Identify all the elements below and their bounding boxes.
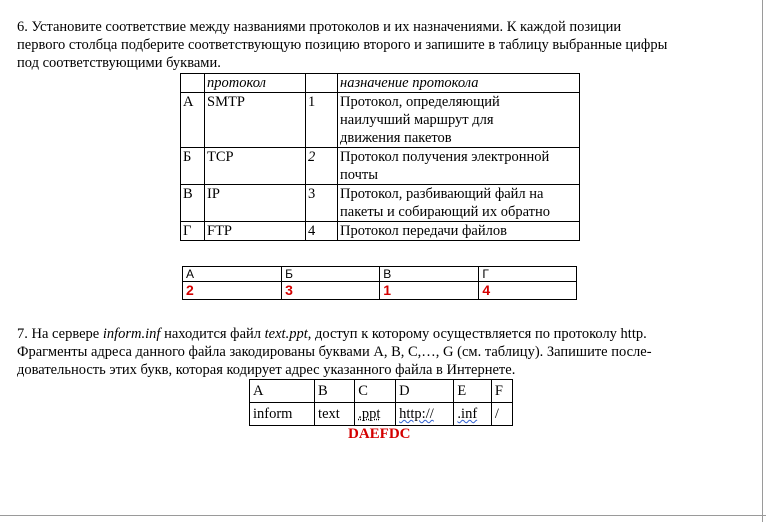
q7-line-2: Фрагменты адреса данного файла закодированы буквами А, В, С,…, G (см. таблицу). Запишите после- [17,344,652,360]
page-bottom-edge [0,515,766,516]
row-number: 4 [306,222,338,241]
row-letter: Г [181,222,205,241]
row-purpose [338,222,580,241]
protocol-table [180,73,580,241]
answer-letter: В [380,267,479,282]
code-letter: D [396,380,454,403]
q7-line-1 [17,325,652,343]
code-letter: E [454,380,491,403]
row-protocol: FTP [205,222,306,241]
table-row [181,93,580,148]
header-number [306,74,338,93]
row-protocol: SMTP [205,93,306,148]
answer-letter: А [183,267,282,282]
code-fragment [355,403,396,426]
row-number: 3 [306,185,338,222]
row-purpose [338,185,580,222]
code-fragments-row [250,403,513,426]
question-7-text [17,325,652,379]
row-number: 1 [306,93,338,148]
row-purpose [338,93,580,148]
table-row [181,185,580,222]
answer-value: 4 [479,282,577,300]
code-fragment-text: .ppt [358,406,381,422]
header-letter [181,74,205,93]
code-table [249,379,513,426]
row-letter: А [181,93,205,148]
answer-letter: Г [479,267,577,282]
code-letter: C [355,380,396,403]
answer-letters-row [183,267,577,282]
code-fragment: inform [250,403,315,426]
code-letters-row [250,380,513,403]
code-fragment [454,403,491,426]
row-protocol: IP [205,185,306,222]
purpose-line: Протокол получения электронной [340,149,550,165]
row-letter: В [181,185,205,222]
answer-value: 1 [380,282,479,300]
code-fragment-text: .inf [457,406,478,422]
header-purpose: назначение протокола [338,74,580,93]
purpose-line: пакеты и собирающий их обратно [340,204,550,220]
row-letter: Б [181,148,205,185]
code-letter: A [250,380,315,403]
q6-line-2: первого столбца подберите соответствующую позицию второго и запишите в таблицу выбранные цифры [17,37,668,53]
row-purpose [338,148,580,185]
header-protocol: протокол [205,74,306,93]
q7-text-part: , доступ к которому осуществляется по протоколу http. [307,326,647,342]
code-fragment [396,403,454,426]
protocol-table-header [181,74,580,93]
purpose-line: Протокол передачи файлов [340,223,507,239]
code-fragment: text [315,403,355,426]
purpose-line: Протокол, разбивающий файл на [340,186,544,202]
q7-text-part: 7. На сервере [17,326,103,342]
answer-letter: Б [282,267,380,282]
q7-file-name: text.ppt [264,326,308,342]
answer-value: 3 [282,282,380,300]
answer-values-row [183,282,577,300]
purpose-line: наилучший маршрут для [340,112,494,128]
q7-server-name: inform.inf [102,326,161,342]
code-answer: DAEFDC [348,426,411,442]
q7-line-3: довательность этих букв, которая кодирует адрес указанного файла в Интернете. [17,362,516,378]
row-number: 2 [306,148,338,185]
code-fragment: / [491,403,512,426]
purpose-line: движения пакетов [340,130,452,146]
row-protocol: TCP [205,148,306,185]
q7-text-part: находится файл [160,326,265,342]
answer-value: 2 [183,282,282,300]
table-row [181,222,580,241]
purpose-line: почты [340,167,379,183]
page-right-edge [762,0,763,522]
code-fragment-text: http:// [399,406,434,422]
q6-line-3: под соответствующими буквами. [17,55,221,71]
q6-line-1: 6. Установите соответствие между названиями протоколов и их назначениями. К каждой позиции [17,19,622,35]
code-letter: B [315,380,355,403]
table-row [181,148,580,185]
code-letter: F [491,380,512,403]
purpose-line: Протокол, определяющий [340,94,500,110]
answer-table [182,266,577,300]
question-6-text [17,18,667,72]
